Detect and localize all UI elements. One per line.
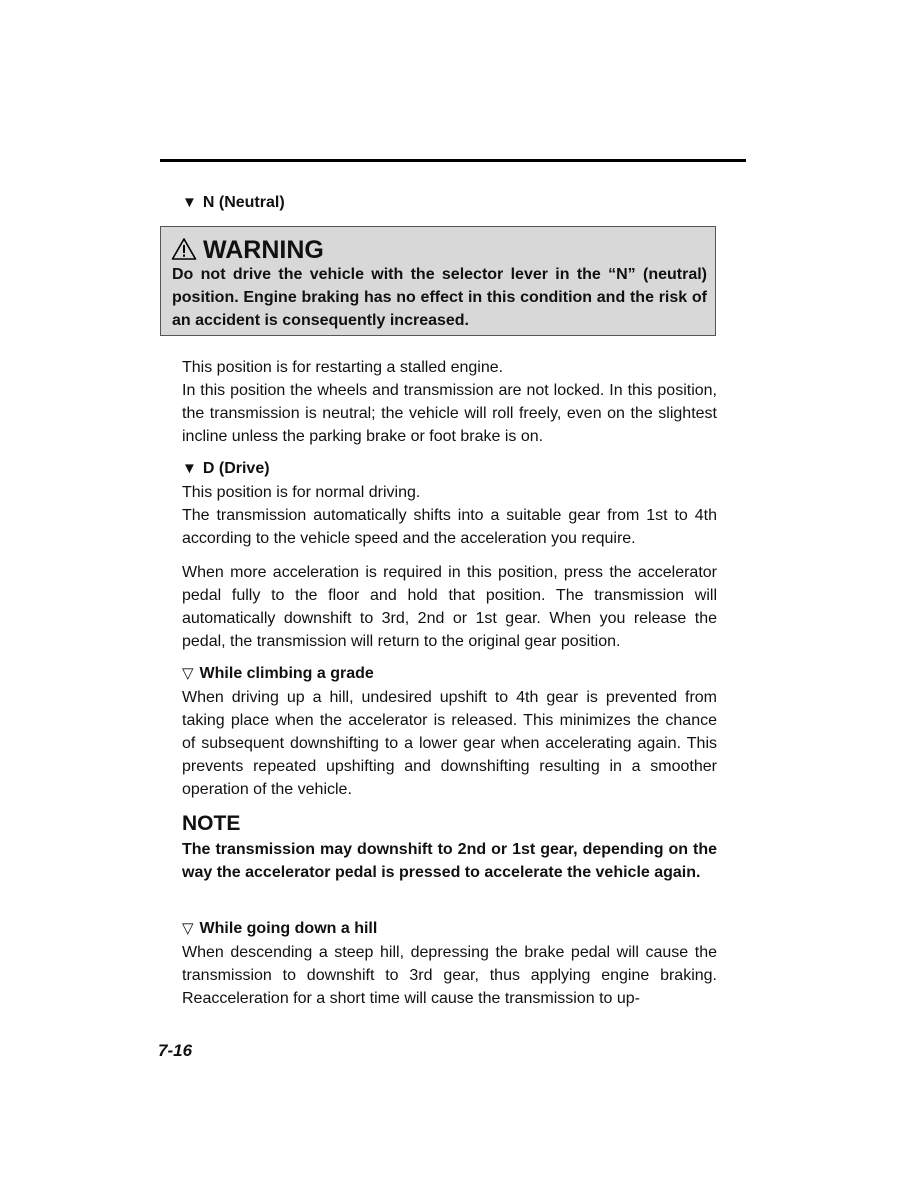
descending-paragraph: When descending a steep hill, depressing the brake pedal will cause the transmission to downshift to 3rd gear, thus applying engine braking. Reacceleration for a short time will cause the transmission to up- [182, 944, 717, 1007]
subheading-climbing [182, 663, 374, 685]
warning-body: Do not drive the vehicle with the selector lever in the “N” (neutral) position. Engine braking has no effect in this condition and the risk of an accident is consequently increased. [172, 266, 707, 329]
drive-paragraph-1: This position is for normal driving. [182, 484, 421, 501]
section-heading-neutral [182, 192, 285, 214]
subheading-descending [182, 918, 377, 940]
neutral-paragraph-1: This position is for restarting a stalled engine. [182, 359, 504, 376]
heading-text: D (Drive) [202, 460, 270, 477]
filled-triangle-icon: ▼ [182, 194, 197, 211]
hollow-triangle-icon: ▽ [182, 920, 194, 937]
page-number: 7-16 [158, 1041, 193, 1060]
drive-paragraph-3: When more acceleration is required in this position, press the accelerator pedal fully to the floor and hold that position. The transmission will automatically downshift to 3rd, 2nd or 1st gear. When you release the pedal, the transmission will return to the original gear position. [182, 564, 717, 650]
filled-triangle-icon: ▼ [182, 460, 197, 477]
drive-paragraph-2: The transmission automatically shifts into a suitable gear from 1st to 4th according to the vehicle speed and the acceleration you require. [182, 507, 717, 547]
note-body: The transmission may downshift to 2nd or 1st gear, depending on the way the accelerator pedal is pressed to accelerate the vehicle again. [182, 841, 717, 881]
heading-text: While climbing a grade [199, 665, 374, 682]
warning-triangle-icon [171, 237, 197, 261]
note-title: NOTE [182, 812, 241, 835]
warning-box [160, 226, 716, 336]
warning-title-text: WARNING [203, 236, 324, 264]
climbing-paragraph: When driving up a hill, undesired upshift to 4th gear is prevented from taking place when the accelerator is released. This minimizes the chance of subsequent downshifting to a lower gear when accelerating again. This prevents repeated upshifting and downshifting resulting in a smoother operation of the vehicle. [182, 689, 717, 798]
heading-text: While going down a hill [199, 920, 378, 937]
top-rule [160, 159, 746, 162]
section-heading-drive [182, 458, 270, 480]
heading-text: N (Neutral) [202, 194, 285, 211]
hollow-triangle-icon: ▽ [182, 665, 194, 682]
warning-title [171, 235, 324, 265]
neutral-paragraph-2: In this position the wheels and transmission are not locked. In this position, the transmission is neutral; the vehicle will roll freely, even on the slightest incline unless the parking brake or foot brake is on. [182, 382, 717, 445]
